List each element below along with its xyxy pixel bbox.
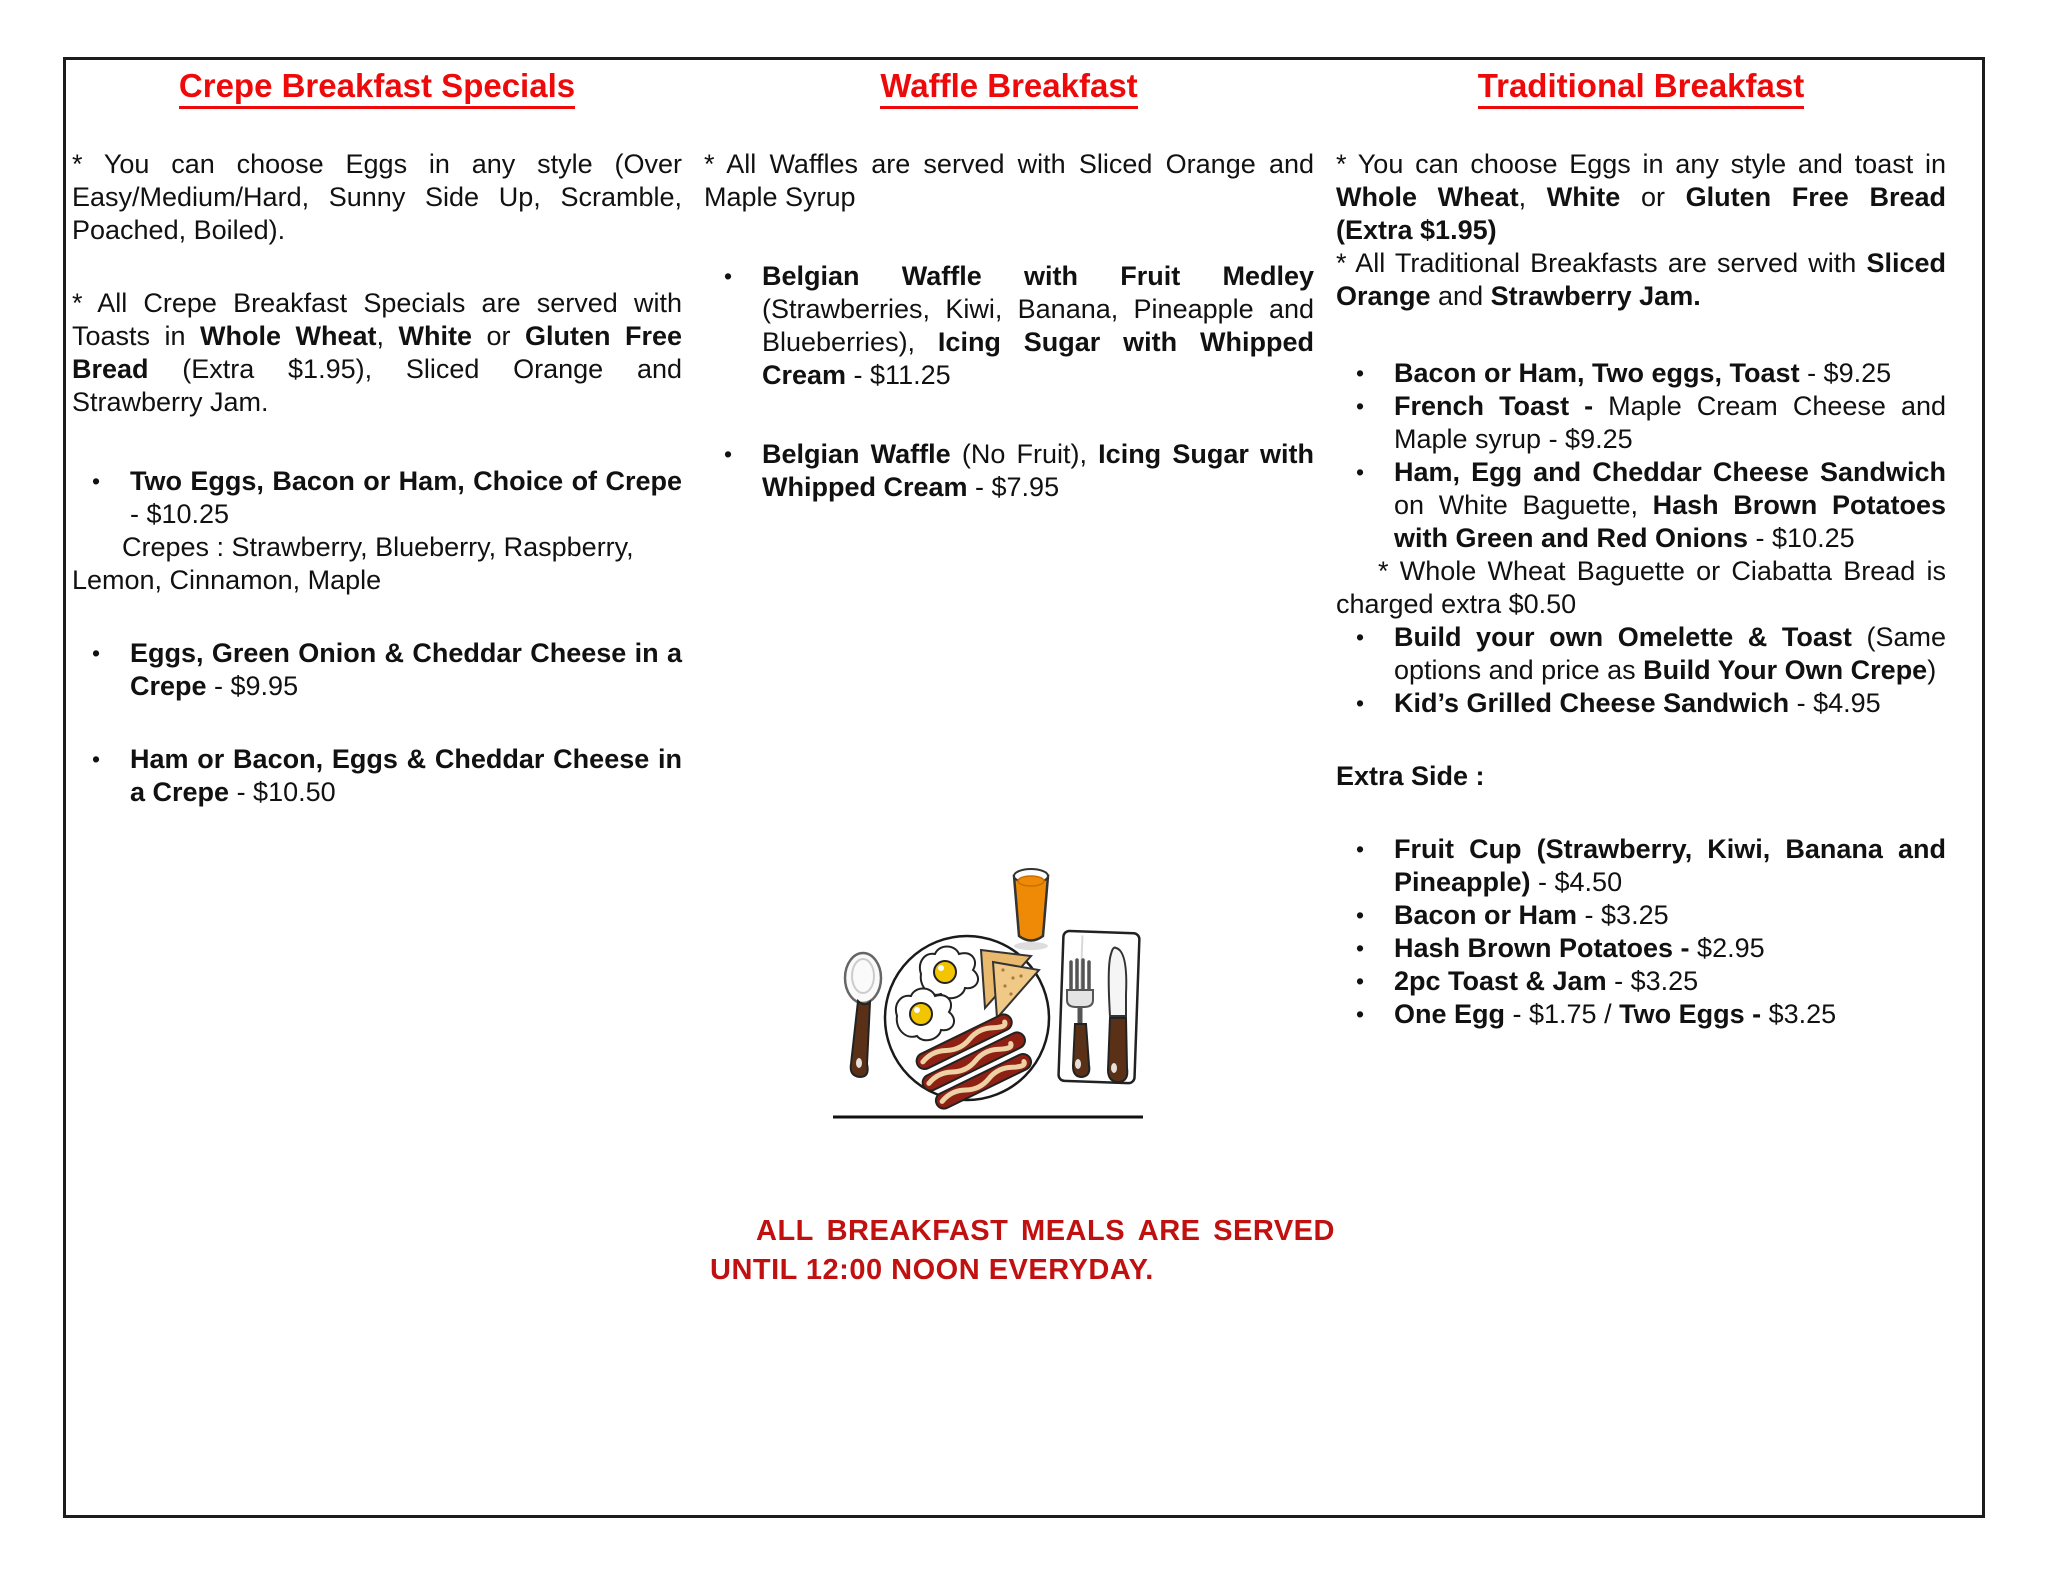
- text: - $10.50: [229, 777, 336, 807]
- bold-text: Fruit Cup (Strawberry, Kiwi, Banana and Pineapple): [1394, 834, 1946, 897]
- bullet-icon: •: [1356, 624, 1365, 650]
- menu-item: [1336, 965, 1946, 998]
- text: (No Fruit),: [950, 439, 1099, 469]
- bold-text: Two Eggs -: [1619, 999, 1762, 1029]
- crepe-flavours-note: [72, 531, 682, 597]
- text: - $1.75 /: [1505, 999, 1620, 1029]
- text: * All Crepe Breakfast Specials are served with Toasts in: [72, 288, 682, 351]
- bullet-icon: •: [92, 746, 101, 772]
- menu-item: [72, 743, 682, 809]
- eggs-style-note: [72, 148, 682, 247]
- bold-text: Build Your Own Crepe: [1643, 655, 1928, 685]
- text: * You can choose Eggs in any style (Over Easy/Medium/Hard, Sunny Side Up, Scramble, Poached, Boiled).: [72, 149, 682, 245]
- service-hours-line1: [710, 1212, 1335, 1251]
- bullet-icon: •: [92, 640, 101, 666]
- text: on White Baguette,: [1394, 490, 1653, 520]
- menu-item: [1336, 456, 1946, 555]
- text: - $7.95: [967, 472, 1060, 502]
- bold-text: White: [1546, 182, 1621, 212]
- column-crepe-breakfast-specials: [72, 64, 682, 809]
- menu-item-text: [1394, 966, 1698, 996]
- text: - $4.95: [1789, 688, 1881, 718]
- menu-item-text: [762, 439, 1314, 502]
- bold-text: Sliced Orange: [1336, 248, 1946, 311]
- bold-text: Strawberry Jam.: [1490, 281, 1701, 311]
- text: $3.25: [1761, 999, 1837, 1029]
- breakfast-plate-illustration: [833, 866, 1143, 1120]
- spacer: [704, 214, 1314, 260]
- text: - $11.25: [846, 360, 951, 390]
- bullet-icon: •: [1356, 1001, 1365, 1027]
- footer-word: SERVED: [1213, 1215, 1335, 1247]
- bold-text: Ham or Bacon, Eggs & Cheddar Cheese in a Crepe: [130, 744, 682, 807]
- menu-item-text: [1394, 933, 1765, 963]
- column-title: Crepe Breakfast Specials: [179, 67, 575, 109]
- menu-item: [72, 465, 682, 531]
- menu-item-text: [1394, 900, 1669, 930]
- menu-item: [704, 438, 1314, 504]
- menu-item: [1336, 621, 1946, 687]
- bullet-icon: •: [1356, 902, 1365, 928]
- menu-item-text: [1394, 999, 1836, 1029]
- spacer: [72, 247, 682, 287]
- bold-text: Gluten Free Bread: [72, 321, 682, 384]
- bold-text: White: [398, 321, 472, 351]
- text: - $3.25: [1577, 900, 1669, 930]
- spoon-icon: [845, 953, 881, 1077]
- text: - $4.50: [1530, 867, 1623, 897]
- orange-juice-glass: [1014, 869, 1048, 950]
- menu-item-text: [130, 638, 682, 701]
- bold-text: Two Eggs, Bacon or Ham, Choice of Crepe: [130, 466, 682, 496]
- menu-item-text: [1394, 688, 1881, 718]
- bullet-icon: •: [92, 468, 101, 494]
- text: $2.95: [1689, 933, 1765, 963]
- text: - $10.25: [1748, 523, 1855, 553]
- spacer: [72, 597, 682, 637]
- menu-item: [1336, 932, 1946, 965]
- bold-text: French Toast -: [1394, 391, 1609, 421]
- column-body: [72, 148, 682, 809]
- bullet-icon: •: [1356, 836, 1365, 862]
- bold-text: Gluten Free Bread (Extra $1.95): [1336, 182, 1946, 245]
- bold-text: One Egg: [1394, 999, 1506, 1029]
- bullet-icon: •: [1356, 968, 1365, 994]
- menu-item: [1336, 390, 1946, 456]
- text: * All Traditional Breakfasts are served with: [1336, 248, 1867, 278]
- column-heading: [704, 64, 1314, 108]
- served-with-note: [1336, 247, 1946, 313]
- bold-text: Icing Sugar with Whipped Cream: [762, 439, 1314, 502]
- text: (Same options and price as: [1394, 622, 1946, 685]
- baguette-surcharge-note: [1336, 555, 1946, 621]
- footer-word: ARE: [1137, 1215, 1201, 1247]
- napkin-cutlery-icon: [1058, 931, 1139, 1084]
- text: (Strawberries, Kiwi, Banana, Pineapple and Blueberries),: [762, 294, 1314, 357]
- bold-text: Hash Brown Potatoes -: [1394, 933, 1690, 963]
- extra-side-heading: [1336, 760, 1946, 793]
- spacer: [1336, 793, 1946, 833]
- menu-item: [1336, 357, 1946, 390]
- menu-item-text: [1394, 834, 1946, 897]
- menu-item-text: [1394, 391, 1946, 454]
- bullet-icon: •: [1356, 459, 1365, 485]
- menu-item: [1336, 899, 1946, 932]
- text: Maple Cream Cheese and Maple syrup - $9.25: [1394, 391, 1946, 454]
- footer-word: BREAKFAST: [826, 1215, 1009, 1247]
- menu-item-text: [130, 744, 682, 807]
- bold-text: Whole Wheat: [1336, 182, 1519, 212]
- service-hours-note: [710, 1212, 1335, 1290]
- bold-text: Bacon or Ham: [1394, 900, 1578, 930]
- column-title: Waffle Breakfast: [880, 67, 1137, 109]
- bold-text: Eggs, Green Onion & Cheddar Cheese in a Crepe: [130, 638, 682, 701]
- spacer: [72, 703, 682, 743]
- menu-item-text: [130, 466, 682, 529]
- text: - $9.25: [1799, 358, 1892, 388]
- bullet-icon: •: [1356, 690, 1365, 716]
- bold-text: Belgian Waffle with Fruit Medley: [762, 261, 1314, 291]
- column-body: [1336, 148, 1946, 1031]
- bullet-icon: •: [724, 263, 733, 289]
- footer-word: ALL: [756, 1215, 814, 1247]
- text: and: [1430, 281, 1491, 311]
- menu-item-text: [1394, 358, 1891, 388]
- text: or: [472, 321, 525, 351]
- bold-text: Hash Brown Potatoes with Green and Red Onions: [1394, 490, 1946, 553]
- bullet-icon: •: [724, 441, 733, 467]
- served-with-note: [72, 287, 682, 419]
- bold-text: Bacon or Ham, Two eggs, Toast: [1394, 358, 1800, 388]
- bullet-icon: •: [1356, 935, 1365, 961]
- menu-item: [1336, 833, 1946, 899]
- text: * Whole Wheat Baguette or Ciabatta Bread is charged extra $0.50: [1336, 556, 1946, 619]
- spacer: [704, 392, 1314, 438]
- service-hours-line2: UNTIL 12:00 NOON EVERYDAY.: [710, 1254, 1154, 1286]
- text: Crepes : Strawberry, Blueberry, Raspberry, Lemon, Cinnamon, Maple: [72, 532, 634, 595]
- menu-item: [1336, 687, 1946, 720]
- bold-text: Icing Sugar with Whipped Cream: [762, 327, 1314, 390]
- spacer: [72, 419, 682, 465]
- bold-text: Belgian Waffle: [762, 439, 951, 469]
- spacer: [1336, 313, 1946, 357]
- menu-item-text: [1394, 457, 1946, 553]
- column-heading: [1336, 64, 1946, 108]
- bold-text: Kid’s Grilled Cheese Sandwich: [1394, 688, 1790, 718]
- menu-item: [72, 637, 682, 703]
- column-heading: [72, 64, 682, 108]
- bullet-icon: •: [1356, 360, 1365, 386]
- bold-text: Ham, Egg and Cheddar Cheese Sandwich: [1394, 457, 1946, 487]
- text: ,: [376, 321, 399, 351]
- text: ): [1927, 655, 1937, 685]
- menu-item: [704, 260, 1314, 392]
- text: ,: [1518, 182, 1547, 212]
- column-body: [704, 148, 1314, 504]
- text: * You can choose Eggs in any style and toast in: [1336, 149, 1946, 179]
- bullet-icon: •: [1356, 393, 1365, 419]
- text: - $9.95: [206, 671, 299, 701]
- column-title: Traditional Breakfast: [1478, 67, 1804, 109]
- column-traditional-breakfast: [1336, 64, 1946, 1031]
- bold-text: 2pc Toast & Jam: [1394, 966, 1607, 996]
- text: or: [1620, 182, 1686, 212]
- menu-item-text: [762, 261, 1314, 390]
- text: - $3.25: [1606, 966, 1699, 996]
- text: (Extra $1.95), Sliced Orange and Strawberry Jam.: [72, 354, 682, 417]
- text: - $10.25: [130, 499, 230, 529]
- column-waffle-breakfast: [704, 64, 1314, 504]
- bold-text: Whole Wheat: [200, 321, 377, 351]
- menu-item-text: [1394, 622, 1946, 685]
- text: * All Waffles are served with Sliced Orange and Maple Syrup: [704, 149, 1314, 212]
- eggs-and-toast-note: [1336, 148, 1946, 247]
- spacer: [1336, 720, 1946, 760]
- bold-text: Extra Side :: [1336, 761, 1485, 791]
- knife-icon: [1108, 948, 1127, 1082]
- footer-word: MEALS: [1021, 1215, 1126, 1247]
- bold-text: Build your own Omelette & Toast: [1394, 622, 1852, 652]
- menu-item: [1336, 998, 1946, 1031]
- waffle-note: [704, 148, 1314, 214]
